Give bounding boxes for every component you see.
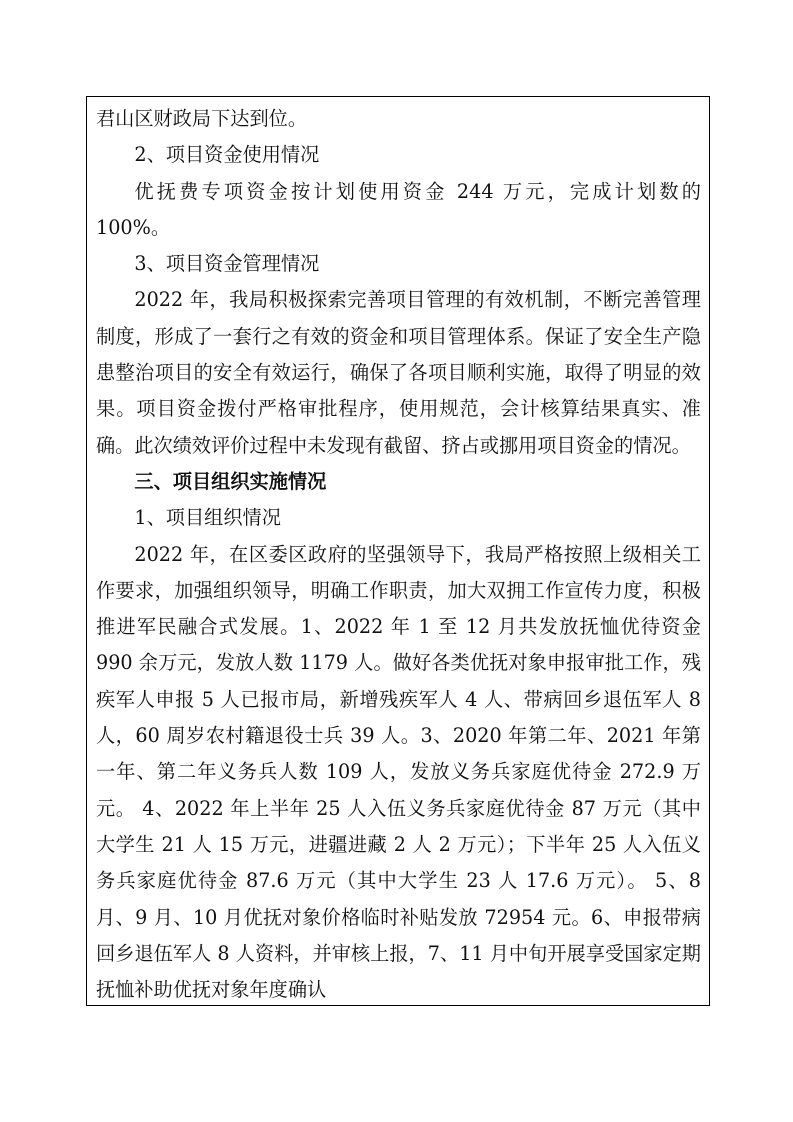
paragraph-organization: 2022 年，在区委区政府的坚强领导下，我局严格按照上级相关工作要求，加强组织领导，明确工作职责，加大双拥工作宣传力度，积极推进军民融合式发展。1、2022 年 1 至 12 月共发放抚恤优待资金 990 余万元，发放人数 1179 人。做好各类优抚对象申报审批工作，残疾军人申报 5 人已报市局，新增残疾军人 4 人、带病回乡退伍军人 8 人，60 周岁农村籍退役士兵 39 人。3、2020 年第二年、2021 年第一年、第二年义务兵人数 109 人，发放义务兵家庭优待金 272.9 万元。 4、2022 年上半年 25 人入伍义务兵家庭优待金 87 万元（其中大学生 21 人 15 万元，进疆进藏 2 人 2 万元）；下半年 25 人入伍义务兵家庭优待金 87.6 万元（其中大学生 23 人 17.6 万元）。 5、8 月、9 月、10 月优抚对象价格临时补贴发放 72954 元。6、申报带病回乡退伍军人 8 人资料，并审核上报，7、11 月中旬开展享受国家定期抚恤补助优抚对象年度确认 — [96, 542, 701, 1002]
document-body — [96, 101, 701, 1006]
paragraph-continuation: 君山区财政局下达到位。 — [96, 107, 308, 130]
document-frame — [86, 96, 710, 1006]
paragraph-fund-usage: 优抚费专项资金按计划使用资金 244 万元，完成计划数的 100%。 — [96, 179, 701, 239]
paragraph-fund-management: 2022 年，我局积极探索完善项目管理的有效机制，不断完善管理制度，形成了一套行之有效的资金和项目管理体系。保证了安全生产隐患整治项目的安全有效运行，确保了各项目顺利实施，取得了明显的效果。项目资金拨付严格审批程序，使用规范，会计核算结果真实、准确。此次绩效评价过程中未发现有截留、挤占或挪用项目资金的情况。 — [96, 288, 701, 457]
subheading-fund-usage: 2、项目资金使用情况 — [134, 143, 320, 167]
subheading-fund-management: 3、项目资金管理情况 — [134, 252, 320, 276]
subheading-organization: 1、项目组织情况 — [134, 506, 281, 530]
section-heading-implementation: 三、项目组织实施情况 — [134, 469, 327, 493]
